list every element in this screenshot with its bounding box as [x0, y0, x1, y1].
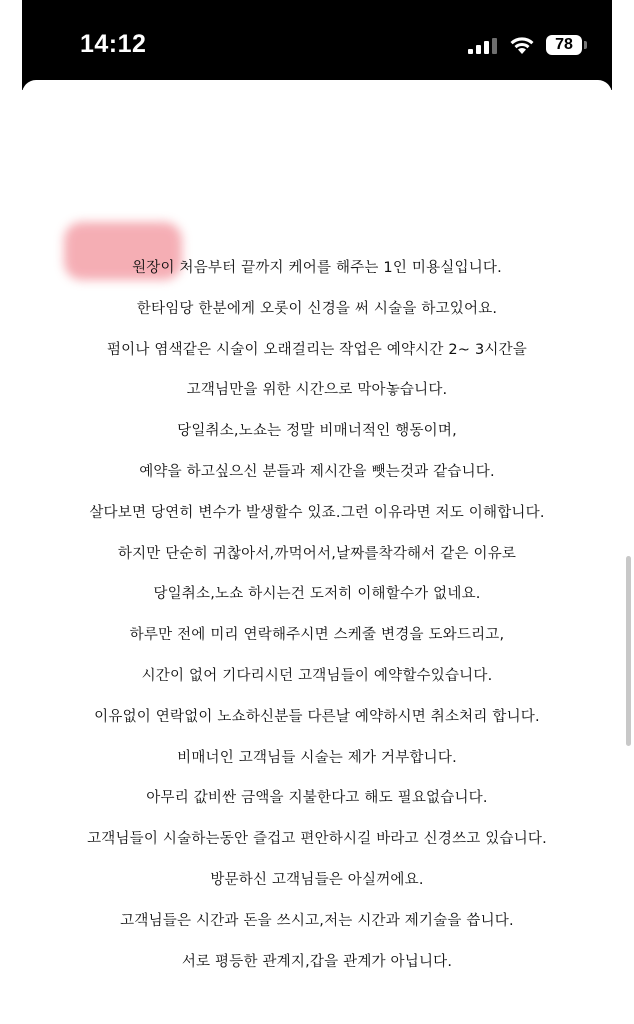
notice-line: 원장이 처음부터 끝까지 케어를 해주는 1인 미용실입니다.: [132, 260, 502, 276]
notice-line: 방문하신 고객님들은 아실꺼에요.: [210, 871, 424, 888]
notice-line: 고객님들이 시술하는동안 즐겁고 편안하시길 바라고 신경쓰고 있습니다.: [87, 831, 547, 848]
notice-line: 고객님들은 시간과 돈을 쓰시고,저는 시간과 제기술을 씁니다.: [120, 912, 514, 929]
status-time: 14:12: [80, 30, 147, 58]
notice-line: 시간이 없어 기다리시던 고객님들이 예약할수있습니다.: [141, 667, 493, 684]
signal-icon: [468, 38, 498, 54]
battery-icon: [546, 35, 592, 57]
status-bar: [22, 0, 612, 90]
notice-line: 이유없이 연락없이 노쇼하신분들 다른날 예약하시면 취소처리 합니다.: [94, 708, 540, 725]
notice-line: 당일취소,노쇼 하시는건 도저히 이해할수가 없네요.: [153, 586, 481, 603]
notice-line: 한타임당 한분에게 오롯이 신경을 써 시술을 하고있어요.: [136, 300, 498, 317]
notice-line: 하지만 단순히 귀찮아서,까먹어서,날짜를착각해서 같은 이유로: [117, 545, 517, 562]
notice-text: [30, 248, 604, 982]
battery-level: 78: [546, 35, 582, 55]
notice-line: 서로 평등한 관계지,갑을 관계가 아닙니다.: [181, 953, 453, 970]
notice-line: 펌이나 염색같은 시술이 오래걸리는 작업은 예약시간 2~ 3시간을: [106, 341, 528, 358]
notice-line: 예약을 하고싶으신 분들과 제시간을 뺏는것과 같습니다.: [139, 463, 495, 480]
notice-line: 하루만 전에 미리 연락해주시면 스케줄 변경을 도와드리고,: [129, 627, 505, 644]
notice-line: 아무리 값비싼 금액을 지불한다고 해도 필요없습니다.: [146, 790, 488, 807]
scrollbar-thumb[interactable]: [626, 556, 631, 746]
notice-line: 당일취소,노쇼는 정말 비매너적인 행동이며,: [177, 423, 457, 440]
notice-line: 고객님만을 위한 시간으로 막아놓습니다.: [186, 382, 448, 399]
battery-tip: [584, 41, 587, 49]
wifi-icon: [509, 35, 535, 55]
notice-line: 비매너인 고객님들 시술는 제가 거부합니다.: [177, 749, 457, 766]
notice-line: 살다보면 당연히 변수가 발생할수 있죠.그런 이유라면 저도 이해합니다.: [89, 504, 545, 521]
